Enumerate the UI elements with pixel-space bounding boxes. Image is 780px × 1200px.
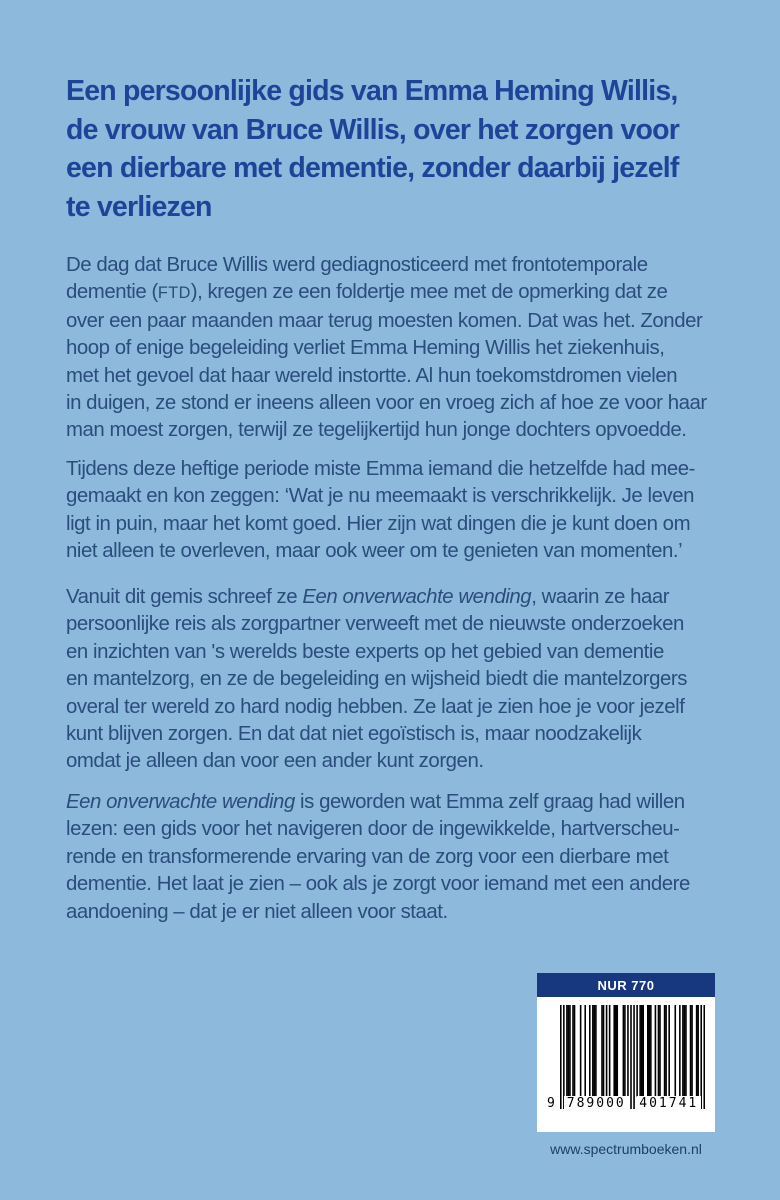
isbn-right-group: 401741 [637, 1096, 702, 1111]
blurb-paragraph-4: Een onverwachte wending is geworden wat Emma zelf graag had willen lezen: een gids voor het navigeren door de ingewikkelde, hartverscheu- rende en transformerende ervaring van de zorg voor een dierbare met dementie. Het laat je zien – ook als je zorgt voor iemand met een andere aandoening – dat je er niet alleen voor staat. [66, 791, 690, 923]
publisher-website: www.spectrumboeken.nl [550, 1141, 702, 1157]
nur-badge: NUR 770 [537, 973, 715, 997]
blurb-paragraph-3: Vanuit dit gemis schreef ze Een onverwachte wending, waarin ze haar persoonlijke reis als zorgpartner verweeft met de nieuwste onderzoeken en inzichten van 's werelds beste experts op het gebied van dementie en mantelzorg, en ze de begeleiding en wijsheid biedt die mantelzorgers overal ter wereld zo hard nodig hebben. Ze laat je zien hoe je voor jezelf kunt blijven zorgen. En dat dat niet egoïstisch is, maar noodzakelijk omdat je alleen dan voor een ander kunt zorgen. [66, 586, 687, 773]
blurb-paragraph-2: Tijdens deze heftige periode miste Emma iemand die hetzelfde had mee- gemaakt en kon zeggen: ‘Wat je nu meemaakt is verschrikkelijk. Je leven ligt in puin, maar het komt goed. Hier zijn wat dingen die je kunt doen om niet alleen te overleven, maar ook weer om te genieten van momenten.’ [66, 458, 695, 563]
barcode-block [537, 973, 715, 1132]
blurb-paragraph-1: De dag dat Bruce Willis werd gediagnosticeerd met frontotemporale dementie (FTD), kregen ze een foldertje mee met de opmerking dat ze over een paar maanden maar terug moesten komen. Dat was het. Zonder hoop of enige begeleiding verliet Emma Heming Willis het ziekenhuis, met het gevoel dat haar wereld instortte. Al hun toekomstdromen vielen in duigen, ze stond er ineens alleen voor en vroeg zich af hoe ze voor haar man moest zorgen, terwijl ze tegelijkertijd hun jonge dochters opvoedde. [66, 254, 707, 442]
isbn-left-group: 789000 [564, 1096, 629, 1111]
back-cover-heading: Een persoonlijke gids van Emma Heming Willis, de vrouw van Bruce Willis, over het zorgen voor een dierbare met dementie, zonder daarbij jezelf te verliezen [66, 75, 680, 223]
isbn-number [547, 1096, 705, 1111]
isbn-prefix-digit: 9 [547, 1096, 560, 1111]
ean-barcode [560, 1005, 705, 1109]
ean-barcode-box [537, 997, 715, 1132]
